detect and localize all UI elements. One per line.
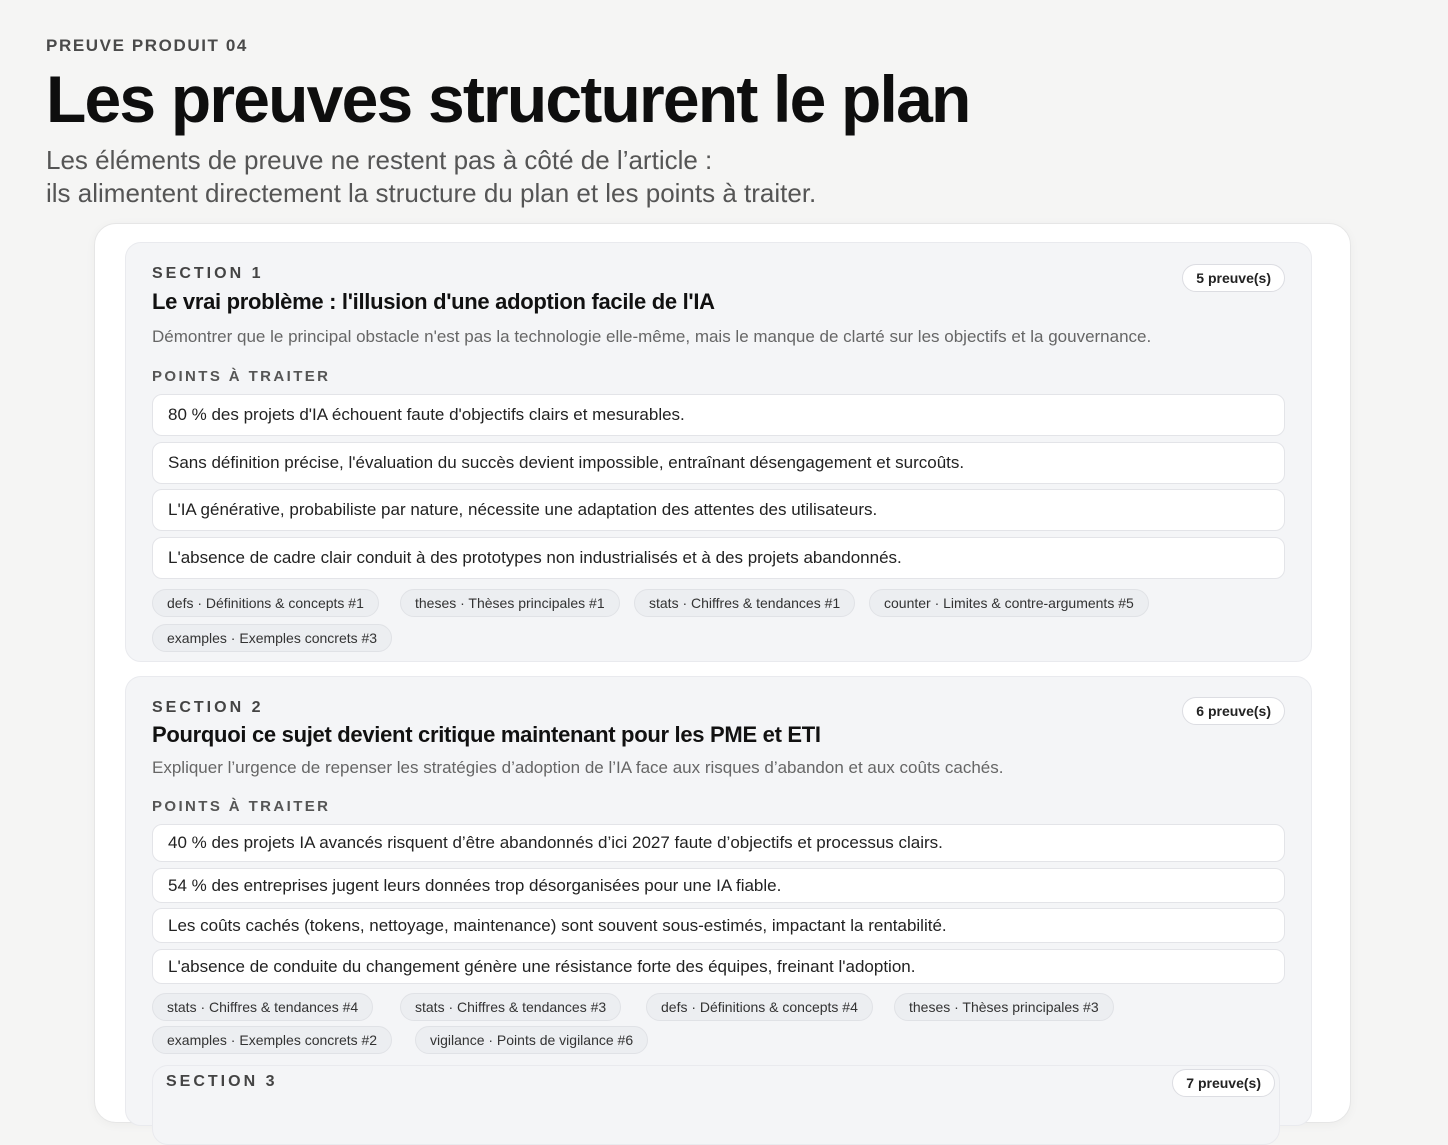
proof-tags [152, 589, 1285, 653]
proof-tag[interactable]: defs · Définitions & concepts #1 [152, 589, 379, 617]
page-subtitle [46, 144, 1406, 210]
point-item[interactable]: L'absence de cadre clair conduit à des prototypes non industrialisés et à des projets abandonnés. [152, 537, 1285, 579]
section-card-3[interactable] [152, 1065, 1280, 1145]
proof-tags [152, 993, 1285, 1055]
proof-tag[interactable]: stats · Chiffres & tendances #3 [400, 993, 621, 1021]
section-card-2[interactable] [125, 676, 1312, 1126]
proof-count-badge: 6 preuve(s) [1182, 697, 1285, 725]
section-title: Pourquoi ce sujet devient critique maintenant pour les PME et ETI [152, 722, 821, 747]
subtitle-line-2: ils alimentent directement la structure du plan et les points à traiter. [46, 178, 817, 208]
point-item[interactable]: 80 % des projets d'IA échouent faute d'objectifs clairs et mesurables. [152, 394, 1285, 436]
point-item[interactable]: 54 % des entreprises jugent leurs données trop désorganisées pour une IA fiable. [152, 868, 1285, 903]
section-label: SECTION 1 [152, 265, 264, 282]
proof-tag[interactable]: theses · Thèses principales #3 [894, 993, 1114, 1021]
section-card-1[interactable] [125, 242, 1312, 662]
points-label: POINTS À TRAITER [152, 798, 331, 815]
proof-tag[interactable]: vigilance · Points de vigilance #6 [415, 1026, 648, 1054]
point-item[interactable]: 40 % des projets IA avancés risquent d’être abandonnés d’ici 2027 faute d’objectifs et processus clairs. [152, 824, 1285, 862]
section-description: Expliquer l’urgence de repenser les stratégies d’adoption de l’IA face aux risques d’abandon et aux coûts cachés. [152, 758, 1004, 777]
section-label: SECTION 3 [166, 1073, 278, 1090]
proof-tag[interactable]: theses · Thèses principales #1 [400, 589, 620, 617]
proof-tag[interactable]: stats · Chiffres & tendances #4 [152, 993, 373, 1021]
proof-count-badge: 5 preuve(s) [1182, 264, 1285, 292]
subtitle-line-1: Les éléments de preuve ne restent pas à côté de l’article : [46, 145, 713, 175]
points-label: POINTS À TRAITER [152, 368, 331, 385]
point-item[interactable]: L'absence de conduite du changement génère une résistance forte des équipes, freinant l'adoption. [152, 949, 1285, 984]
proof-tag[interactable]: counter · Limites & contre-arguments #5 [869, 589, 1149, 617]
page-title: Les preuves structurent le plan [46, 62, 970, 136]
proof-tag[interactable]: examples · Exemples concrets #2 [152, 1026, 392, 1054]
point-item[interactable]: L'IA générative, probabiliste par nature, nécessite une adaptation des attentes des utilisateurs. [152, 489, 1285, 531]
section-description: Démontrer que le principal obstacle n'est pas la technologie elle-même, mais le manque de clarté sur les objectifs et la gouvernance. [152, 327, 1152, 346]
proof-tag[interactable]: stats · Chiffres & tendances #1 [634, 589, 855, 617]
proof-tag[interactable]: examples · Exemples concrets #3 [152, 624, 392, 652]
proof-count-badge: 7 preuve(s) [1172, 1069, 1275, 1097]
point-item[interactable]: Sans définition précise, l'évaluation du succès devient impossible, entraînant désengagement et surcoûts. [152, 442, 1285, 484]
eyebrow-label: PREUVE PRODUIT 04 [46, 36, 248, 55]
proof-tag[interactable]: defs · Définitions & concepts #4 [646, 993, 873, 1021]
page-header [46, 36, 1406, 210]
section-title: Le vrai problème : l'illusion d'une adoption facile de l'IA [152, 289, 715, 314]
point-item[interactable]: Les coûts cachés (tokens, nettoyage, maintenance) sont souvent sous-estimés, impactant la rentabilité. [152, 908, 1285, 943]
section-label: SECTION 2 [152, 699, 264, 716]
plan-panel [94, 223, 1351, 1123]
